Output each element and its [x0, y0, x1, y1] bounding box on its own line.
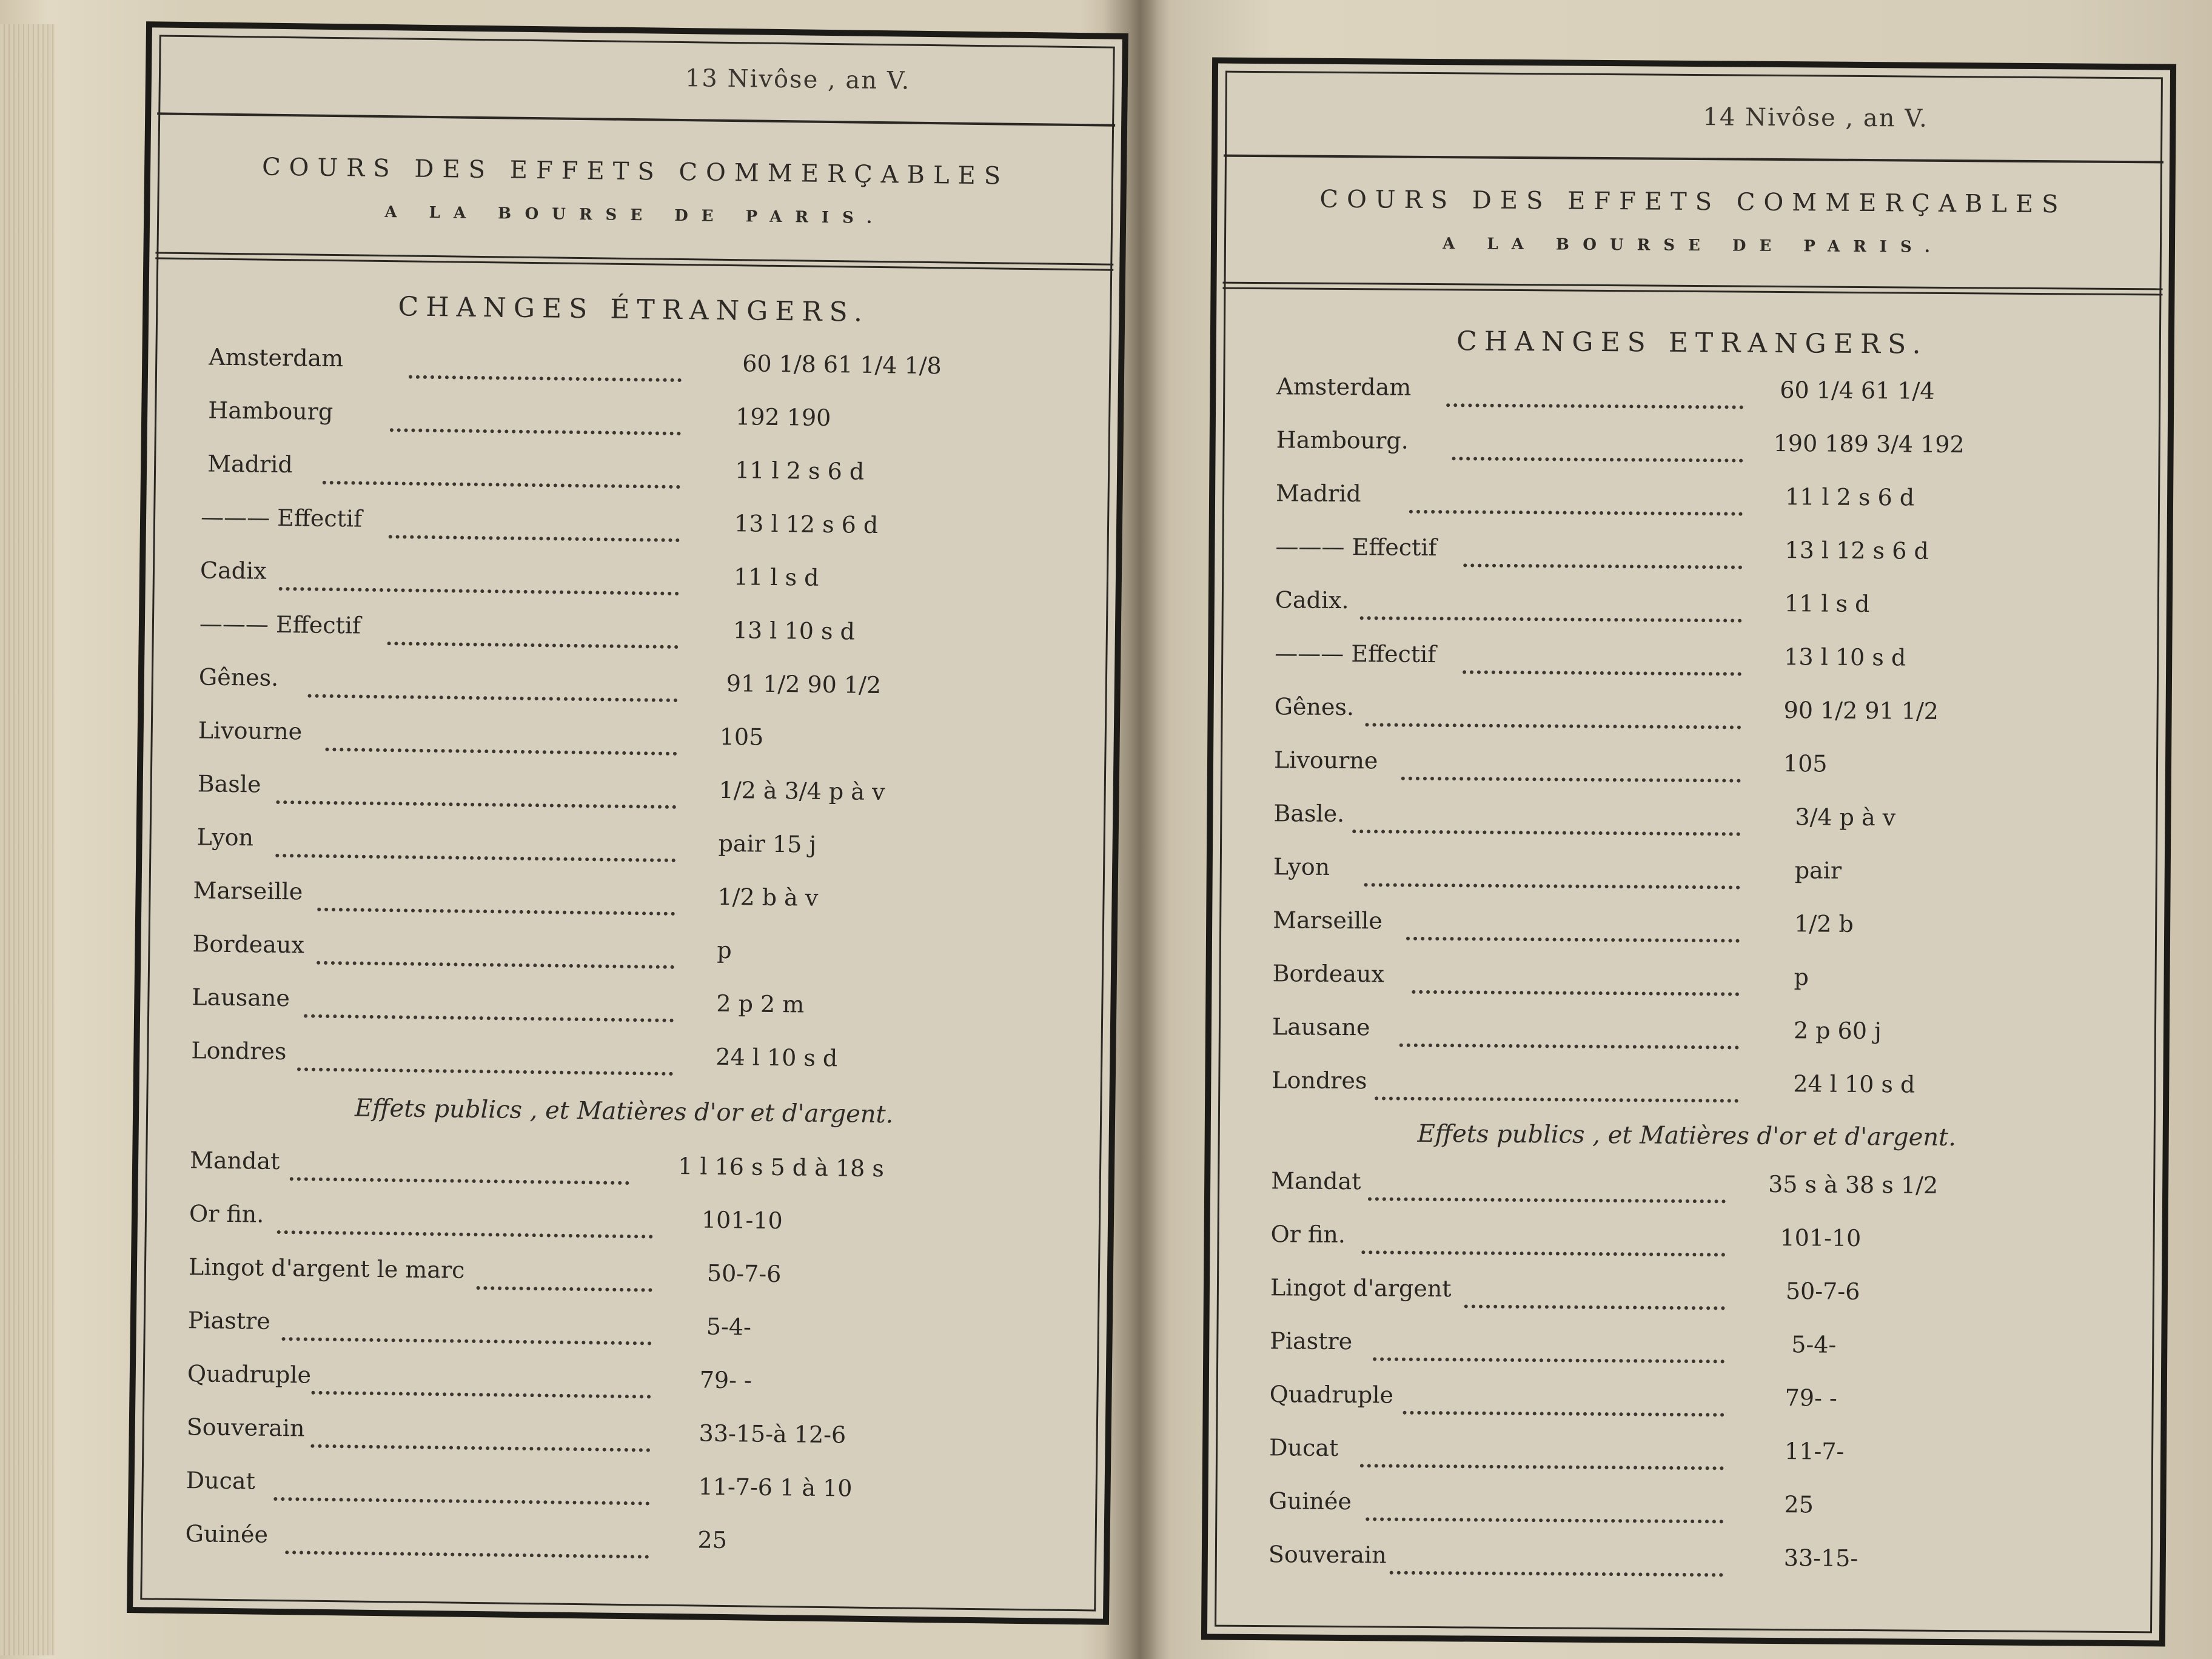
list-item: [1212, 1013, 2163, 1056]
left-page: [127, 21, 1128, 1625]
left-title-line1: COURS DES EFFETS COMMERÇABLES: [261, 153, 1010, 190]
item-name: Madrid: [1275, 480, 1361, 508]
list-item: [1208, 1540, 2160, 1583]
leader-dots: [1403, 1382, 1724, 1417]
item-name: Quadruple: [1269, 1381, 1394, 1409]
item-value: 1 l 16 s 5 d à 18 s: [677, 1153, 885, 1182]
item-value: 13 l 12 s 6 d: [1785, 537, 1929, 565]
leader-dots: [1365, 694, 1741, 729]
item-name: Hambourg.: [1276, 426, 1409, 454]
list-item: [1210, 1274, 2162, 1317]
leader-dots: [304, 985, 674, 1022]
leader-dots: [297, 1038, 674, 1076]
item-value: p: [1794, 964, 1809, 991]
item-name: Marseille: [193, 877, 303, 905]
leader-dots: [1360, 1435, 1724, 1470]
leader-dots: [277, 1201, 654, 1239]
list-item: [1213, 853, 2165, 896]
item-name: Livourne: [198, 717, 303, 745]
item-value: 5-4-: [706, 1313, 752, 1341]
item-name: Or fin.: [189, 1200, 264, 1228]
leader-dots: [389, 506, 680, 542]
item-value: 101-10: [701, 1206, 783, 1235]
leader-dots: [279, 558, 680, 595]
item-value: p: [717, 936, 732, 964]
leader-dots: [1352, 800, 1740, 836]
item-value: 24 l 10 s d: [1793, 1070, 1915, 1098]
list-item: [1214, 640, 2166, 683]
right-section-changes: CHANGES ETRANGERS.: [1456, 326, 1928, 360]
leader-dots: [275, 825, 676, 862]
item-name: Cadix: [199, 557, 267, 585]
leader-dots: [1412, 961, 1739, 996]
list-item: [1215, 533, 2167, 576]
item-value: 50-7-6: [706, 1259, 782, 1288]
leader-dots: [1368, 1168, 1726, 1203]
item-value: 190 189 3/4 192: [1773, 429, 1965, 458]
item-value: 33-15-à 12-6: [699, 1419, 846, 1449]
item-value: 25: [1784, 1491, 1814, 1518]
leader-dots: [1409, 481, 1743, 516]
leader-dots: [317, 879, 675, 916]
item-name: Lausane: [1272, 1013, 1370, 1041]
item-name: Piastre: [1270, 1327, 1353, 1355]
item-name: Livourne: [1273, 746, 1378, 774]
item-value: 13 l 10 s d: [732, 617, 856, 645]
left-title-line2: A LA BOURSE DE PARIS.: [384, 203, 886, 228]
item-value: 1/2 b: [1794, 910, 1854, 937]
item-value: 11 l 2 s 6 d: [1785, 483, 1915, 511]
item-value: 11-7-6 1 à 10: [698, 1473, 853, 1502]
leader-dots: [1463, 534, 1742, 569]
item-name: Amsterdam: [209, 343, 344, 372]
leader-dots: [1390, 1542, 1723, 1577]
leader-dots: [1406, 908, 1740, 943]
item-value: 3/4 p à v: [1795, 803, 1896, 831]
leader-dots: [285, 1521, 649, 1558]
leader-dots: [1375, 1067, 1738, 1102]
item-value: 13 l 12 s 6 d: [734, 510, 879, 539]
item-value: 101-10: [1780, 1224, 1862, 1252]
item-value: 90 1/2 91 1/2: [1783, 697, 1939, 725]
item-name: Lyon: [1273, 853, 1330, 880]
leader-dots: [1360, 587, 1742, 622]
leader-dots: [307, 665, 678, 702]
item-value: 2 p 60 j: [1793, 1017, 1882, 1045]
leader-dots: [282, 1308, 652, 1345]
leader-dots: [311, 1362, 651, 1399]
right-page: [1201, 57, 2176, 1646]
item-name: Bordeaux: [1272, 960, 1385, 988]
item-value: 25: [697, 1526, 728, 1554]
leader-dots: [1366, 1488, 1723, 1523]
leader-dots: [1464, 1275, 1725, 1310]
item-name: Lingot d'argent le marc: [188, 1253, 465, 1284]
leader-dots: [409, 346, 682, 382]
list-item: [1208, 1487, 2160, 1530]
item-name: Basle.: [1273, 800, 1345, 828]
leader-dots: [276, 771, 677, 809]
list-item: [1215, 480, 2167, 523]
item-value: 50-7-6: [1785, 1278, 1860, 1305]
item-value: pair: [1794, 857, 1842, 884]
left-section-effets: Effets publics , et Matières d'or et d'argent.: [354, 1094, 894, 1129]
item-name: Lyon: [196, 823, 254, 851]
leader-dots: [1452, 427, 1743, 462]
item-name: Lausane: [192, 984, 290, 1012]
leader-dots: [310, 1415, 651, 1452]
item-name: Cadix.: [1275, 586, 1349, 614]
item-value: 11 l s d: [733, 563, 819, 591]
list-item: [1208, 1433, 2160, 1476]
left-page-date: 13 Nivôse , an V.: [685, 64, 911, 95]
leader-dots: [1401, 748, 1741, 783]
leader-dots: [1361, 1221, 1725, 1256]
item-value: 91 1/2 90 1/2: [726, 669, 882, 699]
item-name: Bordeaux: [192, 930, 305, 959]
item-name: Londres: [191, 1037, 287, 1065]
leader-dots: [1463, 641, 1741, 675]
leader-dots: [1446, 374, 1743, 409]
item-name: Marseille: [1273, 907, 1383, 934]
item-name: ——— Effectif: [199, 610, 361, 639]
item-name: Gênes.: [198, 663, 279, 691]
list-item: [1212, 960, 2163, 1003]
list-item: [1213, 693, 2165, 736]
item-value: 11-7-: [1784, 1438, 1845, 1465]
right-page-date: 14 Nivôse , an V.: [1703, 103, 1928, 133]
right-title-line2: A LA BOURSE DE PARIS.: [1443, 235, 1943, 256]
item-name: Basle: [197, 770, 261, 798]
item-value: 79- -: [1785, 1384, 1837, 1412]
leader-dots: [390, 399, 682, 435]
item-value: 60 1/8 61 1/4 1/8: [742, 350, 942, 380]
left-section-changes: CHANGES ÉTRANGERS.: [398, 291, 870, 328]
list-item: [1212, 907, 2164, 950]
list-item: [1213, 746, 2165, 789]
item-value: 105: [719, 723, 764, 751]
item-name: ——— Effectif: [200, 503, 363, 532]
item-name: ——— Effectif: [1275, 640, 1436, 668]
item-name: Quadruple: [187, 1360, 312, 1389]
list-item: [1209, 1327, 2161, 1370]
item-value: 60 1/4 61 1/4: [1780, 377, 1935, 404]
leader-dots: [1364, 854, 1740, 889]
item-value: 33-15-: [1783, 1544, 1858, 1572]
item-name: Piastre: [187, 1307, 271, 1335]
right-title-line1: COURS DES EFFETS COMMERÇABLES: [1319, 185, 2067, 219]
list-item: [1216, 373, 2168, 416]
item-name: Madrid: [207, 450, 293, 478]
item-value: 13 l 10 s d: [1784, 643, 1906, 671]
leader-dots: [1399, 1014, 1739, 1050]
list-item: [1215, 426, 2167, 469]
list-item: [1211, 1067, 2163, 1110]
item-value: 2 p 2 m: [716, 990, 805, 1018]
list-item: [1208, 1380, 2160, 1423]
item-name: Or fin.: [1270, 1221, 1346, 1248]
leader-dots: [323, 452, 681, 489]
item-name: Gênes.: [1274, 693, 1355, 721]
leader-dots: [273, 1468, 650, 1506]
list-item: [1210, 1167, 2162, 1210]
item-name: Souverain: [1268, 1541, 1387, 1569]
item-value: pair 15 j: [718, 830, 817, 858]
item-value: 192 190: [735, 403, 831, 432]
item-value: 11 l s d: [1784, 590, 1870, 618]
item-name: Lingot d'argent: [1270, 1274, 1452, 1302]
item-value: 35 s à 38 s 1/2: [1768, 1170, 1939, 1199]
item-name: Mandat: [1271, 1167, 1361, 1195]
list-item: [1213, 800, 2165, 843]
right-section-effets: Effets publics , et Matières d'or et d'argent.: [1417, 1119, 1957, 1152]
leader-dots: [477, 1257, 653, 1292]
item-name: ——— Effectif: [1275, 533, 1437, 561]
leader-dots: [317, 932, 675, 969]
item-name: Guinée: [1269, 1487, 1352, 1515]
item-value: 1/2 b à v: [717, 883, 819, 911]
item-name: Mandat: [189, 1147, 280, 1175]
item-name: Hambourg: [207, 397, 333, 426]
leader-dots: [325, 719, 677, 756]
leader-dots: [290, 1148, 630, 1185]
item-name: Guinée: [185, 1520, 269, 1548]
list-item: [1215, 586, 2167, 629]
leader-dots: [1373, 1328, 1724, 1363]
item-value: 11 l 2 s 6 d: [734, 457, 865, 485]
item-name: Ducat: [1269, 1434, 1339, 1461]
list-item: [1210, 1221, 2162, 1264]
item-name: Amsterdam: [1276, 373, 1412, 401]
item-value: 5-4-: [1791, 1331, 1837, 1358]
leader-dots: [387, 612, 679, 649]
item-value: 1/2 à 3/4 p à v: [719, 776, 885, 806]
item-name: Souverain: [186, 1413, 305, 1442]
item-value: 79- -: [699, 1366, 752, 1394]
item-value: 105: [1783, 750, 1828, 777]
item-name: Londres: [1272, 1067, 1367, 1094]
page-edges: [0, 24, 55, 1655]
item-value: 24 l 10 s d: [716, 1043, 838, 1072]
item-name: Ducat: [186, 1467, 256, 1495]
